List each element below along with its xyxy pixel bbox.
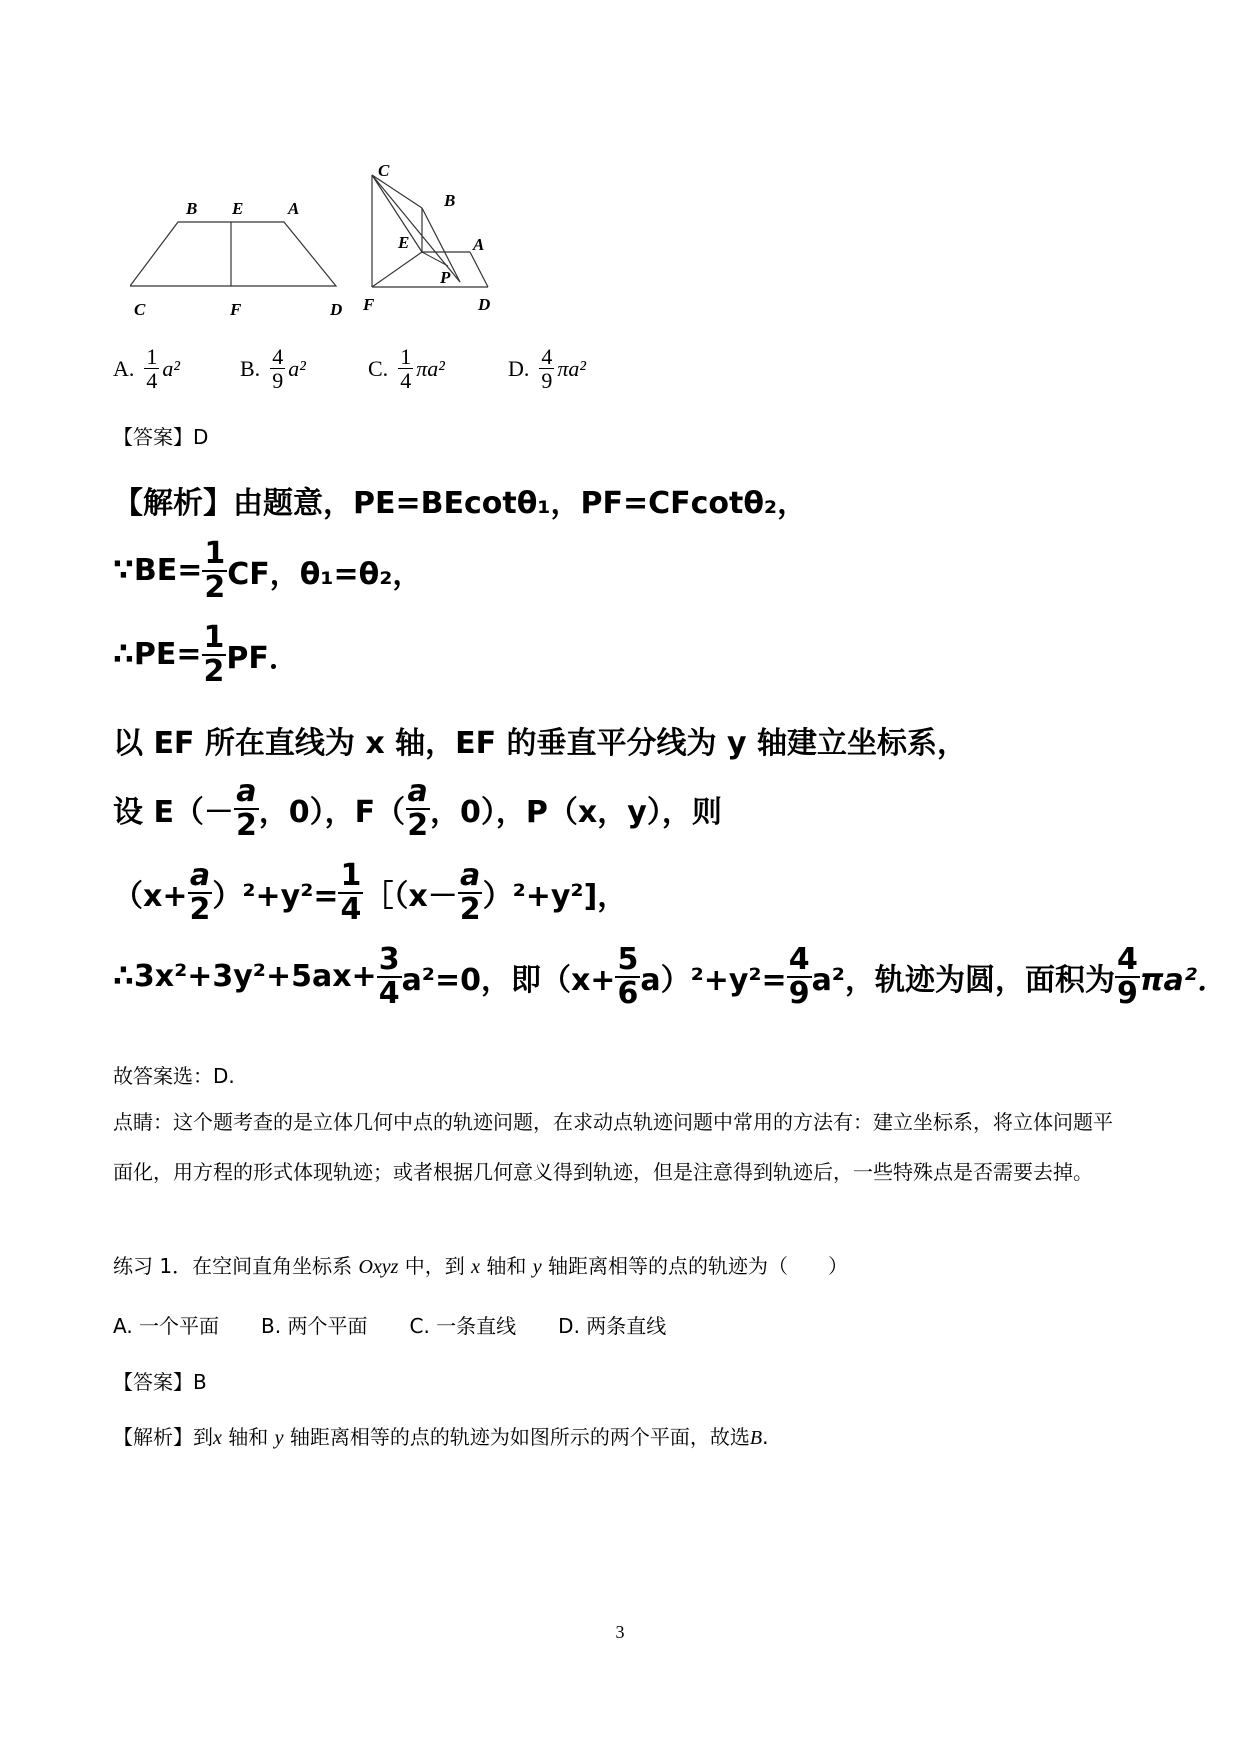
exercise-option-d: D. 两条直线	[558, 1314, 667, 1338]
analysis-line-7: ∴3x²+3y²+5ax+ $\frac{3}{4}$ a²=0，即（x+ $\frac{5}{6}$ a）²+y²= $\frac{4}{9}$ a²，轨迹为圆，面积为 $\frac{4}{9}$ πa²．	[113, 942, 1227, 1011]
exercise-option-a: A. 一个平面	[113, 1314, 220, 1338]
comment-paragraph: 点睛：这个题考查的是立体几何中点的轨迹问题，在求动点轨迹问题中常用的方法有：建立坐标系，将立体问题平面化，用方程的形式体现轨迹；或者根据几何意义得到轨迹，但是注意得到轨迹后，一些特殊点是否需要去掉。	[113, 1110, 1113, 1184]
exercise-1: 练习 1．在空间直角坐标系 Oxyz 中，到 x 轴和 y 轴距离相等的点的轨迹为（ ）	[113, 1254, 849, 1278]
exercise-option-b: B. 两个平面	[261, 1314, 368, 1338]
trapezoid-figure	[130, 195, 350, 325]
conclusion: 故答案选：D.	[113, 1064, 235, 1088]
label-D: D	[478, 295, 491, 314]
analysis-2: 【解析】到x 轴和 y 轴距离相等的点的轨迹为如图所示的两个平面，故选B.	[113, 1425, 769, 1449]
label-A: A	[473, 235, 485, 254]
label-C: C	[378, 161, 390, 180]
analysis-line-2: ∵BE= $\frac{1}{2}$ CF，θ₁=θ₂，	[113, 536, 423, 605]
option-pi: π	[557, 355, 569, 381]
option-b	[240, 345, 306, 392]
label-C: C	[134, 300, 146, 319]
fold-figure	[360, 160, 520, 320]
option-label: B.	[240, 355, 261, 381]
label-P: P	[440, 268, 451, 287]
option-c	[368, 345, 445, 392]
option-fraction: $\frac{1}{4}$	[400, 344, 412, 394]
answer-2: 【答案】B	[113, 1370, 207, 1394]
label-D: D	[330, 300, 343, 319]
analysis-line-6: （x+ $\frac{a}{2}$ ）²+y²= $\frac{1}{4}$ ［（x－ $\frac{a}{2}$ ）²+y²]，	[113, 858, 628, 927]
exercise-options	[113, 1310, 666, 1339]
analysis-line-4: 以 EF 所在直线为 x 轴，EF 的垂直平分线为 y 轴建立坐标系，	[113, 726, 967, 761]
label-B: B	[444, 191, 456, 210]
analysis-line-3: ∴PE= $\frac{1}{2}$ PF．	[113, 620, 299, 689]
option-pi: π	[416, 355, 428, 381]
analysis-line-5: 设 E（－ $\frac{a}{2}$ ，0），F（ $\frac{a}{2}$ ，0），P（x，y），则	[113, 774, 722, 843]
answer-1: 【答案】D	[113, 425, 209, 449]
option-tail: a²	[427, 355, 445, 381]
label-B: B	[186, 199, 198, 218]
option-d	[508, 345, 586, 392]
analysis-line-1: 【解析】由题意，PE=BEcotθ₁，PF=CFcotθ₂，	[113, 486, 808, 521]
label-E: E	[232, 199, 244, 218]
exercise-option-c: C. 一条直线	[409, 1314, 517, 1338]
option-tail: a²	[568, 355, 587, 381]
label-E: E	[398, 233, 410, 252]
label-F: F	[230, 300, 242, 319]
option-label: A.	[113, 355, 135, 381]
label-F: F	[363, 295, 375, 314]
option-tail: a²	[162, 355, 180, 381]
option-label: D.	[508, 355, 530, 381]
option-fraction: $\frac{4}{9}$	[272, 344, 284, 394]
option-a	[113, 345, 180, 392]
option-fraction: $\frac{1}{4}$	[146, 344, 158, 394]
option-fraction: $\frac{4}{9}$	[541, 344, 553, 394]
label-A: A	[288, 199, 300, 218]
option-tail: a²	[288, 355, 306, 381]
page-number: 3	[615, 1622, 625, 1642]
option-label: C.	[368, 355, 389, 381]
